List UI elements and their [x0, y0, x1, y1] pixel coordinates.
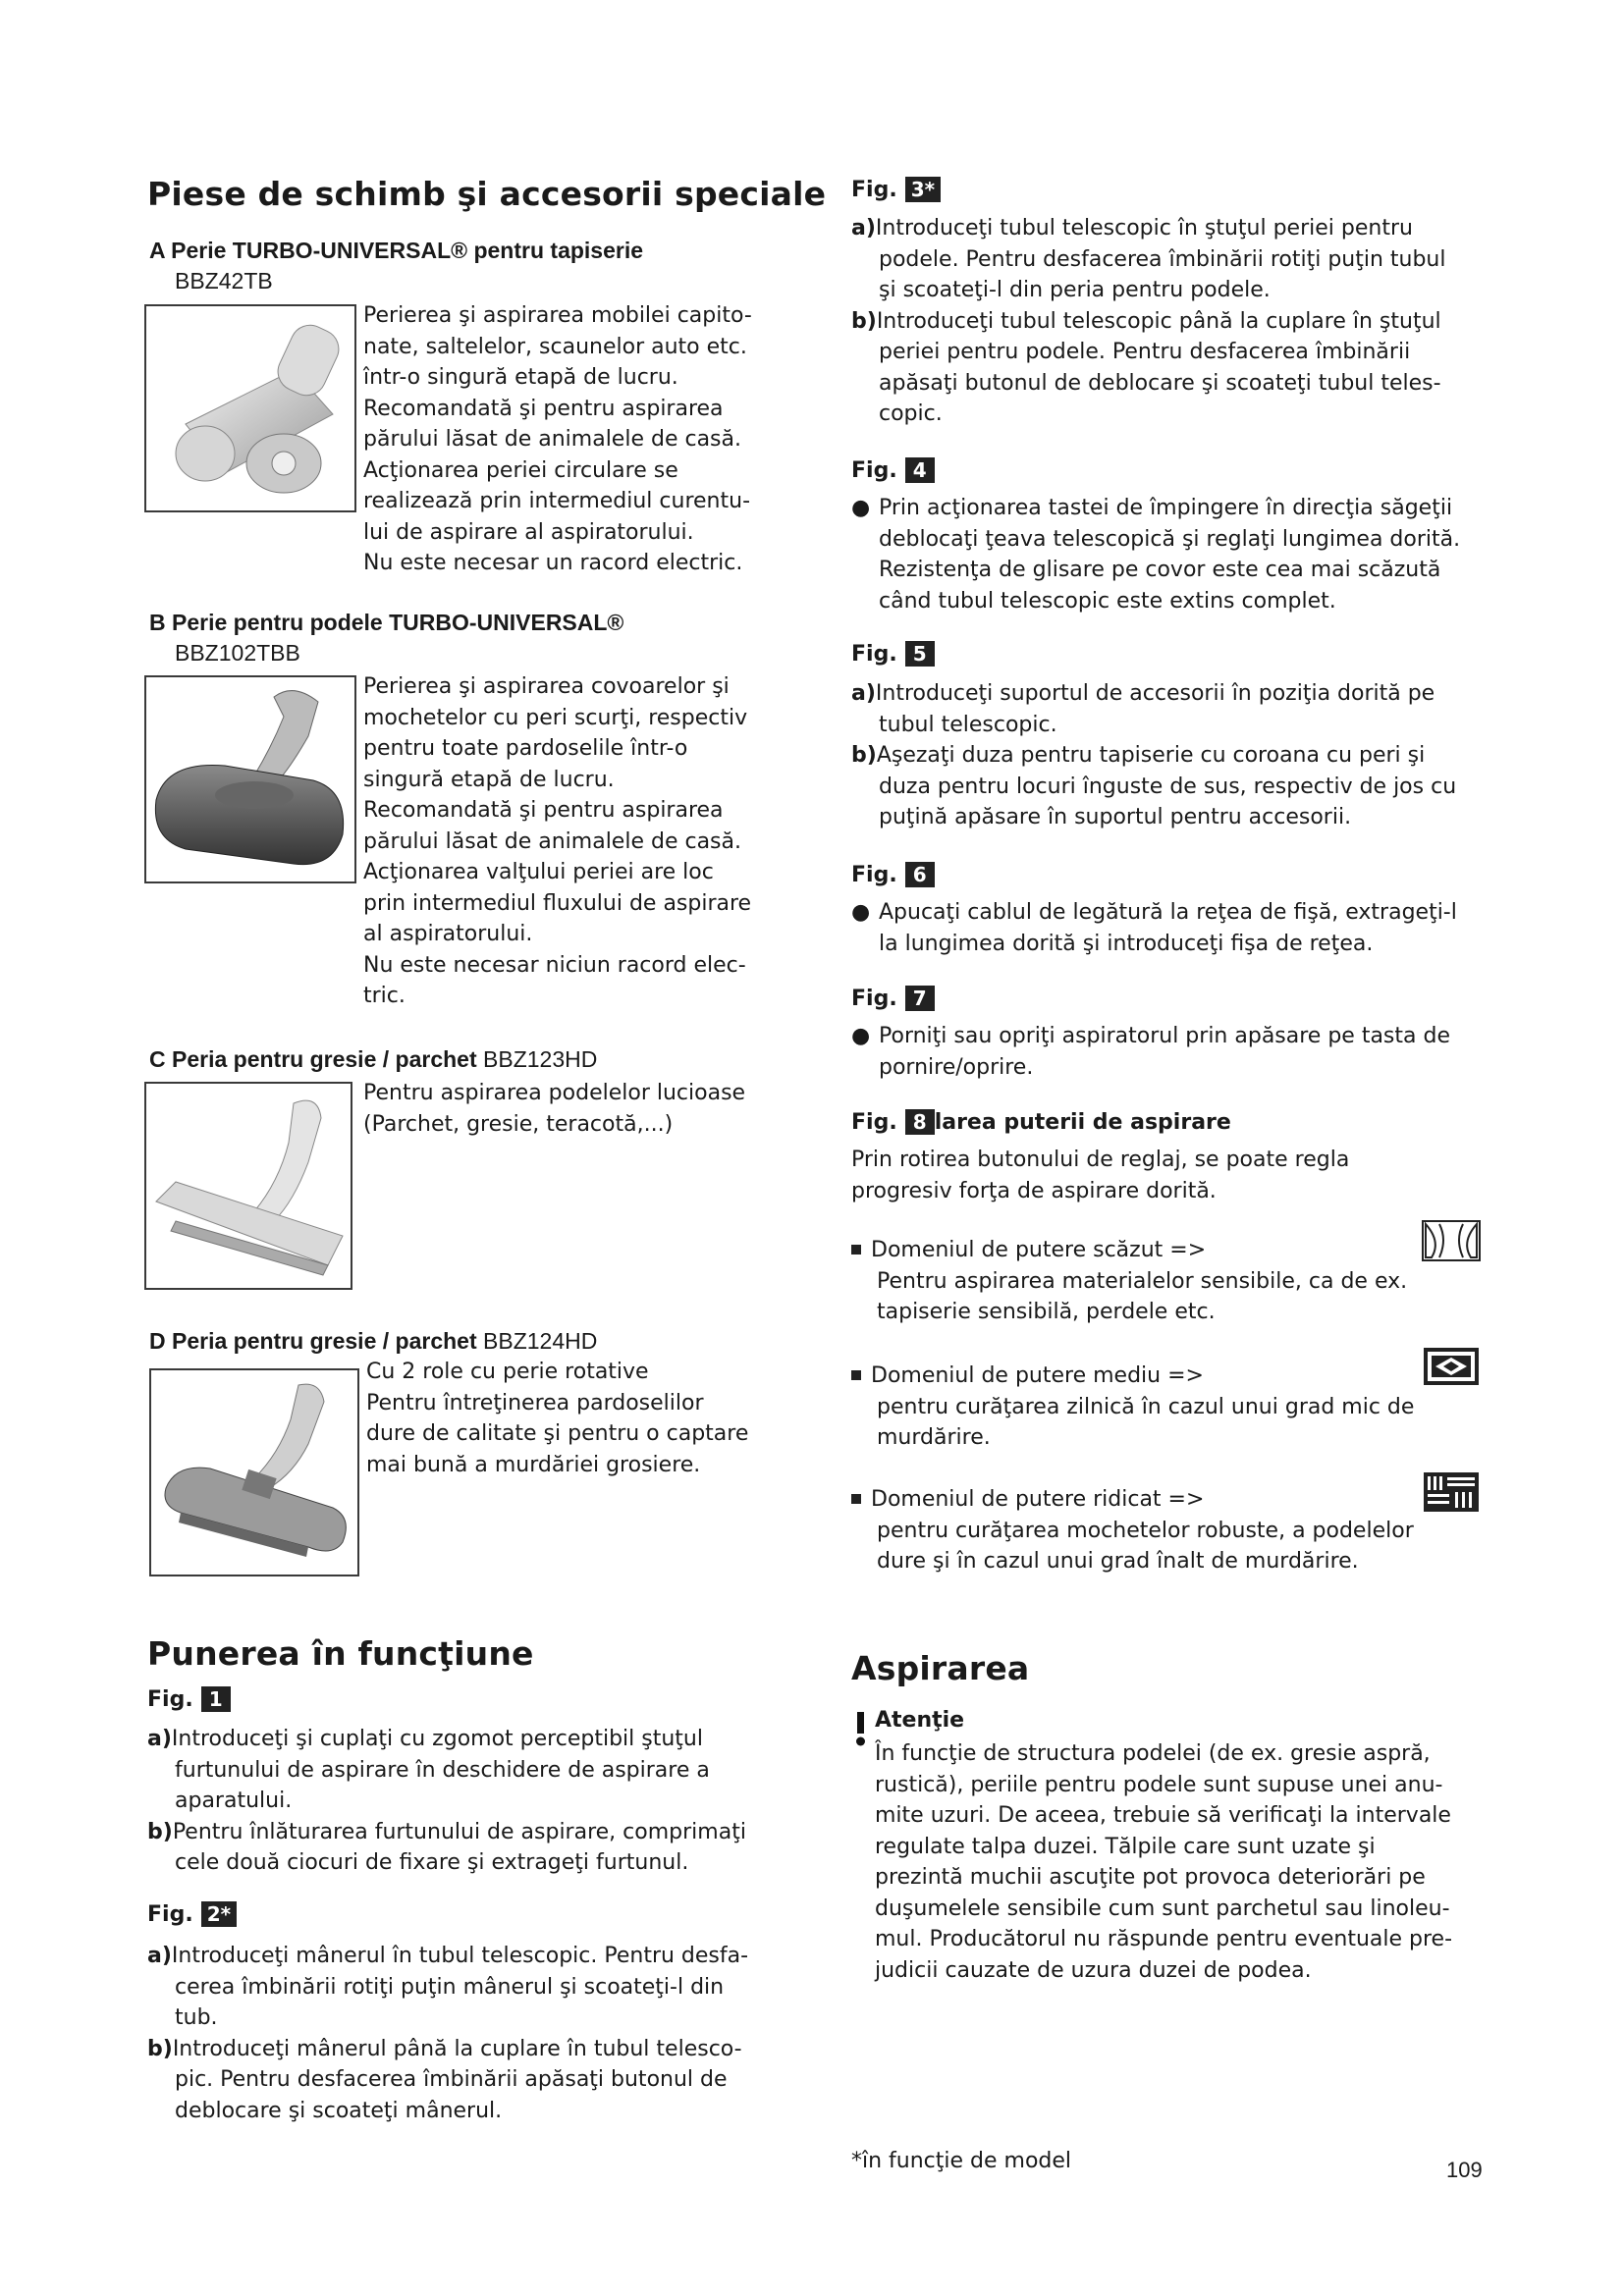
footnote: *în funcţie de model [851, 2149, 1072, 2173]
page-number: 109 [1446, 2158, 1483, 2182]
section-title-spare-parts: Piese de schimb şi accesorii speciale [147, 175, 827, 213]
power-level-high: Domeniul de putere ridicat => pentru curăţarea mochetelor robuste, a podelelor dure şi în cazul unui grad înalt de murdărire. [851, 1484, 1440, 1577]
fig-1-label: Fig. 1 [147, 1686, 231, 1712]
attention-text: În funcţie de structura podelei (de ex. gresie aspră, rustică), periile pentru podele sunt supuse unei anu- mite uzuri. De aceea, trebuie să verificaţi la intervale regulate talpa duzei. Tălpile care sunt uzate şi prezintă muchii ascuţite pot provoca deteriorări pe duşumelele sensibile cum sunt parchetul sau linoleu- mul. Producătorul nu răspunde pentru eventuale pre- judicii cauzate de uzura duzei de podea. [875, 1741, 1453, 1983]
accessory-b-description: Perierea şi aspirarea covoarelor şi mochetelor cu peri scurţi, respectiv pentru toate pardoselile într-o singură etapă de lucru. Recomandată şi pentru aspirarea părului lăsat de animalele de casă. Acţionarea valţului periei are loc prin intermediul fluxului de aspirare al aspiratorului. Nu este necesar niciun racord elec- tric. [363, 674, 752, 1008]
fig-8-text: Prin rotirea butonului de reglaj, se poate regla progresiv forţa de aspirare dorită. [851, 1148, 1350, 1203]
accessory-d-image [149, 1368, 359, 1576]
fig-2-steps: a) Introduceţi mânerul în tubul telescopic. Pentru desfa- cerea îmbinării rotiţi puţin mânerul şi scoateţi-l din tub. b) Introduceţi mânerul până la cuplare în tubul telesco- pic. Pentru desfacerea îmbinării apăsaţi butonul de deblocare şi scoateţi mânerul. [147, 1944, 749, 2123]
fig-2-label: Fig. 2* [147, 1901, 237, 1927]
fig-4-label: Fig. 4 [851, 457, 935, 483]
accessory-c-image [144, 1082, 352, 1290]
accessory-b-image [144, 675, 356, 883]
section-title-vacuuming: Aspirarea [851, 1649, 1030, 1687]
fig-5-number: 5 [905, 641, 935, 667]
accessory-d-heading: D Peria pentru gresie / parchet BBZ124HD [149, 1328, 598, 1354]
fig-5-label: Fig. 5 [851, 641, 935, 667]
fig-7-steps: ● Porniţi sau opriţi aspiratorul prin apăsare pe tasta de pornire/oprire. [851, 1024, 1450, 1080]
accessory-a-image [144, 304, 356, 512]
accessory-c-description: Pentru aspirarea podelelor lucioase (Parchet, gresie, teracotă,...) [363, 1081, 746, 1137]
fig-3-label: Fig. 3* [851, 177, 941, 202]
fig-5-steps: a) Introduceţi suportul de accesorii în poziţia dorită pe tubul telescopic. b) Aşezaţi duza pentru tapiserie cu coroana cu peri şi duza pentru locuri înguste de sus, respectiv de jos cu puţină apăsare în suportul pentru accesorii. [851, 681, 1457, 829]
floor-icon [1424, 1472, 1479, 1516]
accessory-b-heading: B Perie pentru podele TURBO-UNIVERSAL® [149, 610, 624, 635]
accessory-c-heading: C Peria pentru gresie / parchet BBZ123HD [149, 1046, 598, 1072]
rug-icon [1424, 1348, 1479, 1389]
fig-8-number: 8 [905, 1109, 935, 1135]
fig-7-label: Fig. 7 [851, 986, 935, 1011]
accessory-b-code: BBZ102TBB [175, 640, 300, 666]
accessory-a-code: BBZ42TB [175, 268, 273, 294]
fig-1-steps: a) Introduceţi şi cuplaţi cu zgomot perceptibil ştuţul furtunului de aspirare în deschidere de aspirare a aparatului. b) Pentru înlăturarea furtunului de aspirare, comprimaţi cele două ciocuri de fixare şi extrageţi furtunul. [147, 1727, 746, 1875]
fig-2-number: 2* [201, 1901, 237, 1927]
attention-icon [851, 1710, 871, 1765]
fig-7-number: 7 [905, 986, 935, 1011]
power-level-medium: Domeniul de putere mediu => pentru curăţarea zilnică în cazul unui grad mic de murdărire. [851, 1361, 1440, 1454]
fig-6-number: 6 [905, 862, 935, 887]
fig-3-number: 3* [905, 177, 941, 202]
accessory-a-description: Perierea şi aspirarea mobilei capito- nate, saltelelor, scaunelor auto etc. într-o singură etapă de lucru. Recomandată şi pentru aspirarea părului lăsat de animalele de casă. Acţionarea periei circulare se realizează prin intermediul curentu- lui de aspirare al aspiratorului. Nu este necesar un racord electric. [363, 303, 752, 575]
curtain-icon [1422, 1220, 1481, 1265]
accessory-d-description: Cu 2 role cu perie rotative Pentru întreţinerea pardoselilor dure de calitate şi pentru o captare mai bună a murdăriei grosiere. [366, 1360, 749, 1477]
fig-4-number: 4 [905, 457, 935, 483]
fig-6-label: Fig. 6 [851, 862, 935, 887]
power-level-low: Domeniul de putere scăzut => Pentru aspirarea materialelor sensibile, ca de ex. tapiserie sensibilă, perdele etc. [851, 1235, 1440, 1328]
fig-3-steps: a) Introduceţi tubul telescopic în ştuţul periei pentru podele. Pentru desfacerea îmbinării rotiţi puţin tubul şi scoateţi-l din peria pentru podele. b) Introduceţi tubul telescopic până la cuplare în ştuţul periei pentru podele. Pentru desfacerea îmbinării apăsaţi butonul de deblocare şi scoateţi tubul teles- copic. [851, 216, 1446, 426]
fig-8-heading: larea puterii de aspirare [934, 1110, 1231, 1135]
fig-1-number: 1 [201, 1686, 231, 1712]
section-title-commissioning: Punerea în funcţiune [147, 1634, 534, 1673]
attention-title: Atenţie [875, 1708, 965, 1733]
accessory-a-heading: A Perie TURBO-UNIVERSAL® pentru tapiserie [149, 238, 644, 263]
fig-8-label: Fig. 8 larea puterii de aspirare [851, 1110, 1231, 1135]
fig-4-steps: ● Prin acţionarea tastei de împingere în direcţia săgeţii deblocaţi ţeava telescopică şi reglaţi lungimea dorită. Rezistenţa de glisare pe covor este cea mai scăzută când tubul telescopic este extins complet. [851, 496, 1461, 614]
fig-6-steps: ● Apucaţi cablul de legătură la reţea de fişă, extrageţi-l la lungimea dorită şi introduceţi fişa de reţea. [851, 900, 1457, 956]
